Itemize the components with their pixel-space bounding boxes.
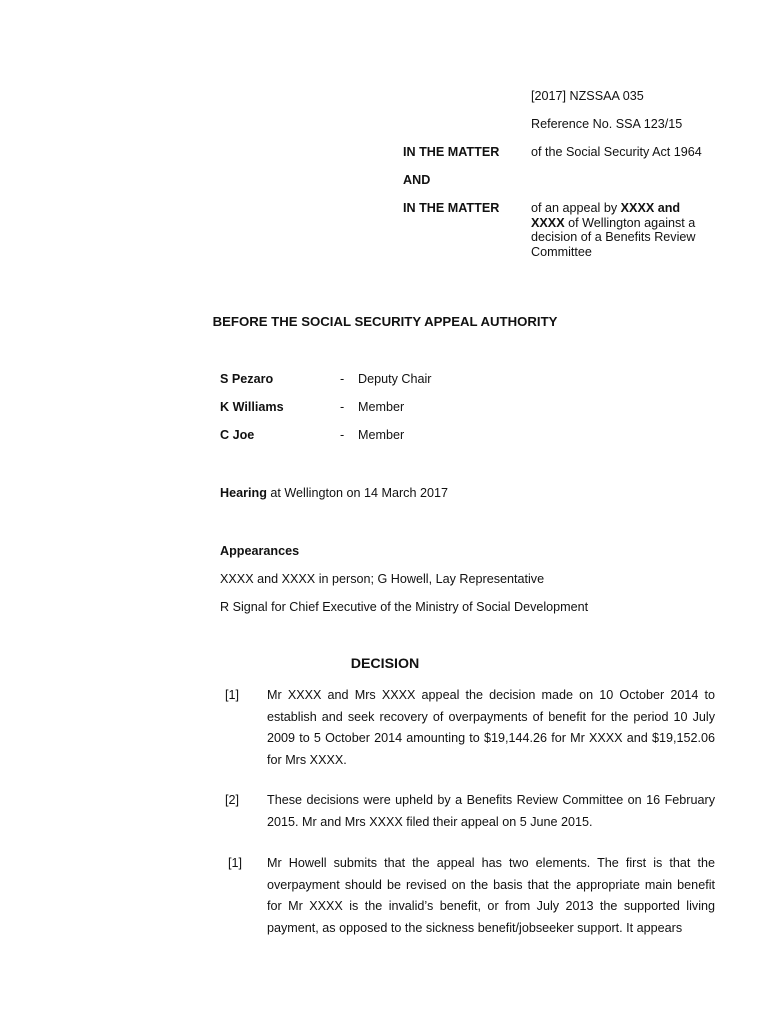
member-dash: - [340,428,345,442]
member-name: S Pezaro [220,372,274,386]
paragraph-text: Mr Howell submits that the appeal has two elements. The first is that the overpayment should be revised on the basis that the appropriate main benefit for Mr XXXX is the invalid’s benefit, or from July 2013 the supported living payment, as opposed to the sickness benefit/jobseeker support. It appears [267,856,715,935]
authority-title: BEFORE THE SOCIAL SECURITY APPEAL AUTHORITY [212,314,558,329]
matter-label-and: AND [403,173,431,187]
member-role: Deputy Chair [358,372,432,386]
appellant-names: XXXX and XXXX [531,201,681,230]
paragraph-text: These decisions were upheld by a Benefits Review Committee on 16 February 2015. Mr and Mrs XXXX filed their appeal on 5 June 2015. [267,793,715,829]
hearing-line [220,486,448,500]
member-name: C Joe [220,428,255,442]
matter-label-1: IN THE MATTER [403,145,500,159]
member-role: Member [358,400,405,414]
matter-label-2: IN THE MATTER [403,201,500,215]
matter-text-2-part-1: of an appeal by [531,201,621,215]
appearance-line: R Signal for Chief Executive of the Ministry of Social Development [220,600,589,614]
member-dash: - [340,372,345,386]
reference-number: Reference No. SSA 123/15 [531,117,683,131]
matter-text-1: of the Social Security Act 1964 [531,145,702,159]
appearances-heading: Appearances [220,544,300,558]
citation: [2017] NZSSAA 035 [531,89,644,103]
paragraph-number: [1] [225,688,240,702]
decision-heading: DECISION [350,656,420,672]
appearance-line: XXXX and XXXX in person; G Howell, Lay Representative [220,572,545,586]
matter-text-2-part-3: of Wellington against a decision of a Benefits Review Committee [531,215,696,259]
hearing-text: at Wellington on 14 March 2017 [266,486,448,500]
member-role: Member [358,428,405,442]
paragraph-number: [2] [225,793,240,807]
member-name: K Williams [220,400,284,414]
hearing-label: Hearing [220,486,267,500]
paragraph-text: Mr XXXX and Mrs XXXX appeal the decision made on 10 October 2014 to establish and seek recovery of overpayments of benefit for the period 10 July 2009 to 5 October 2014 amounting to $19,144.26 for Mr XXXX and $19,152.06 for Mrs XXXX. [267,688,715,767]
paragraph-number: [1] [228,856,243,870]
matter-text-2 [531,201,706,259]
member-dash: - [340,400,345,414]
